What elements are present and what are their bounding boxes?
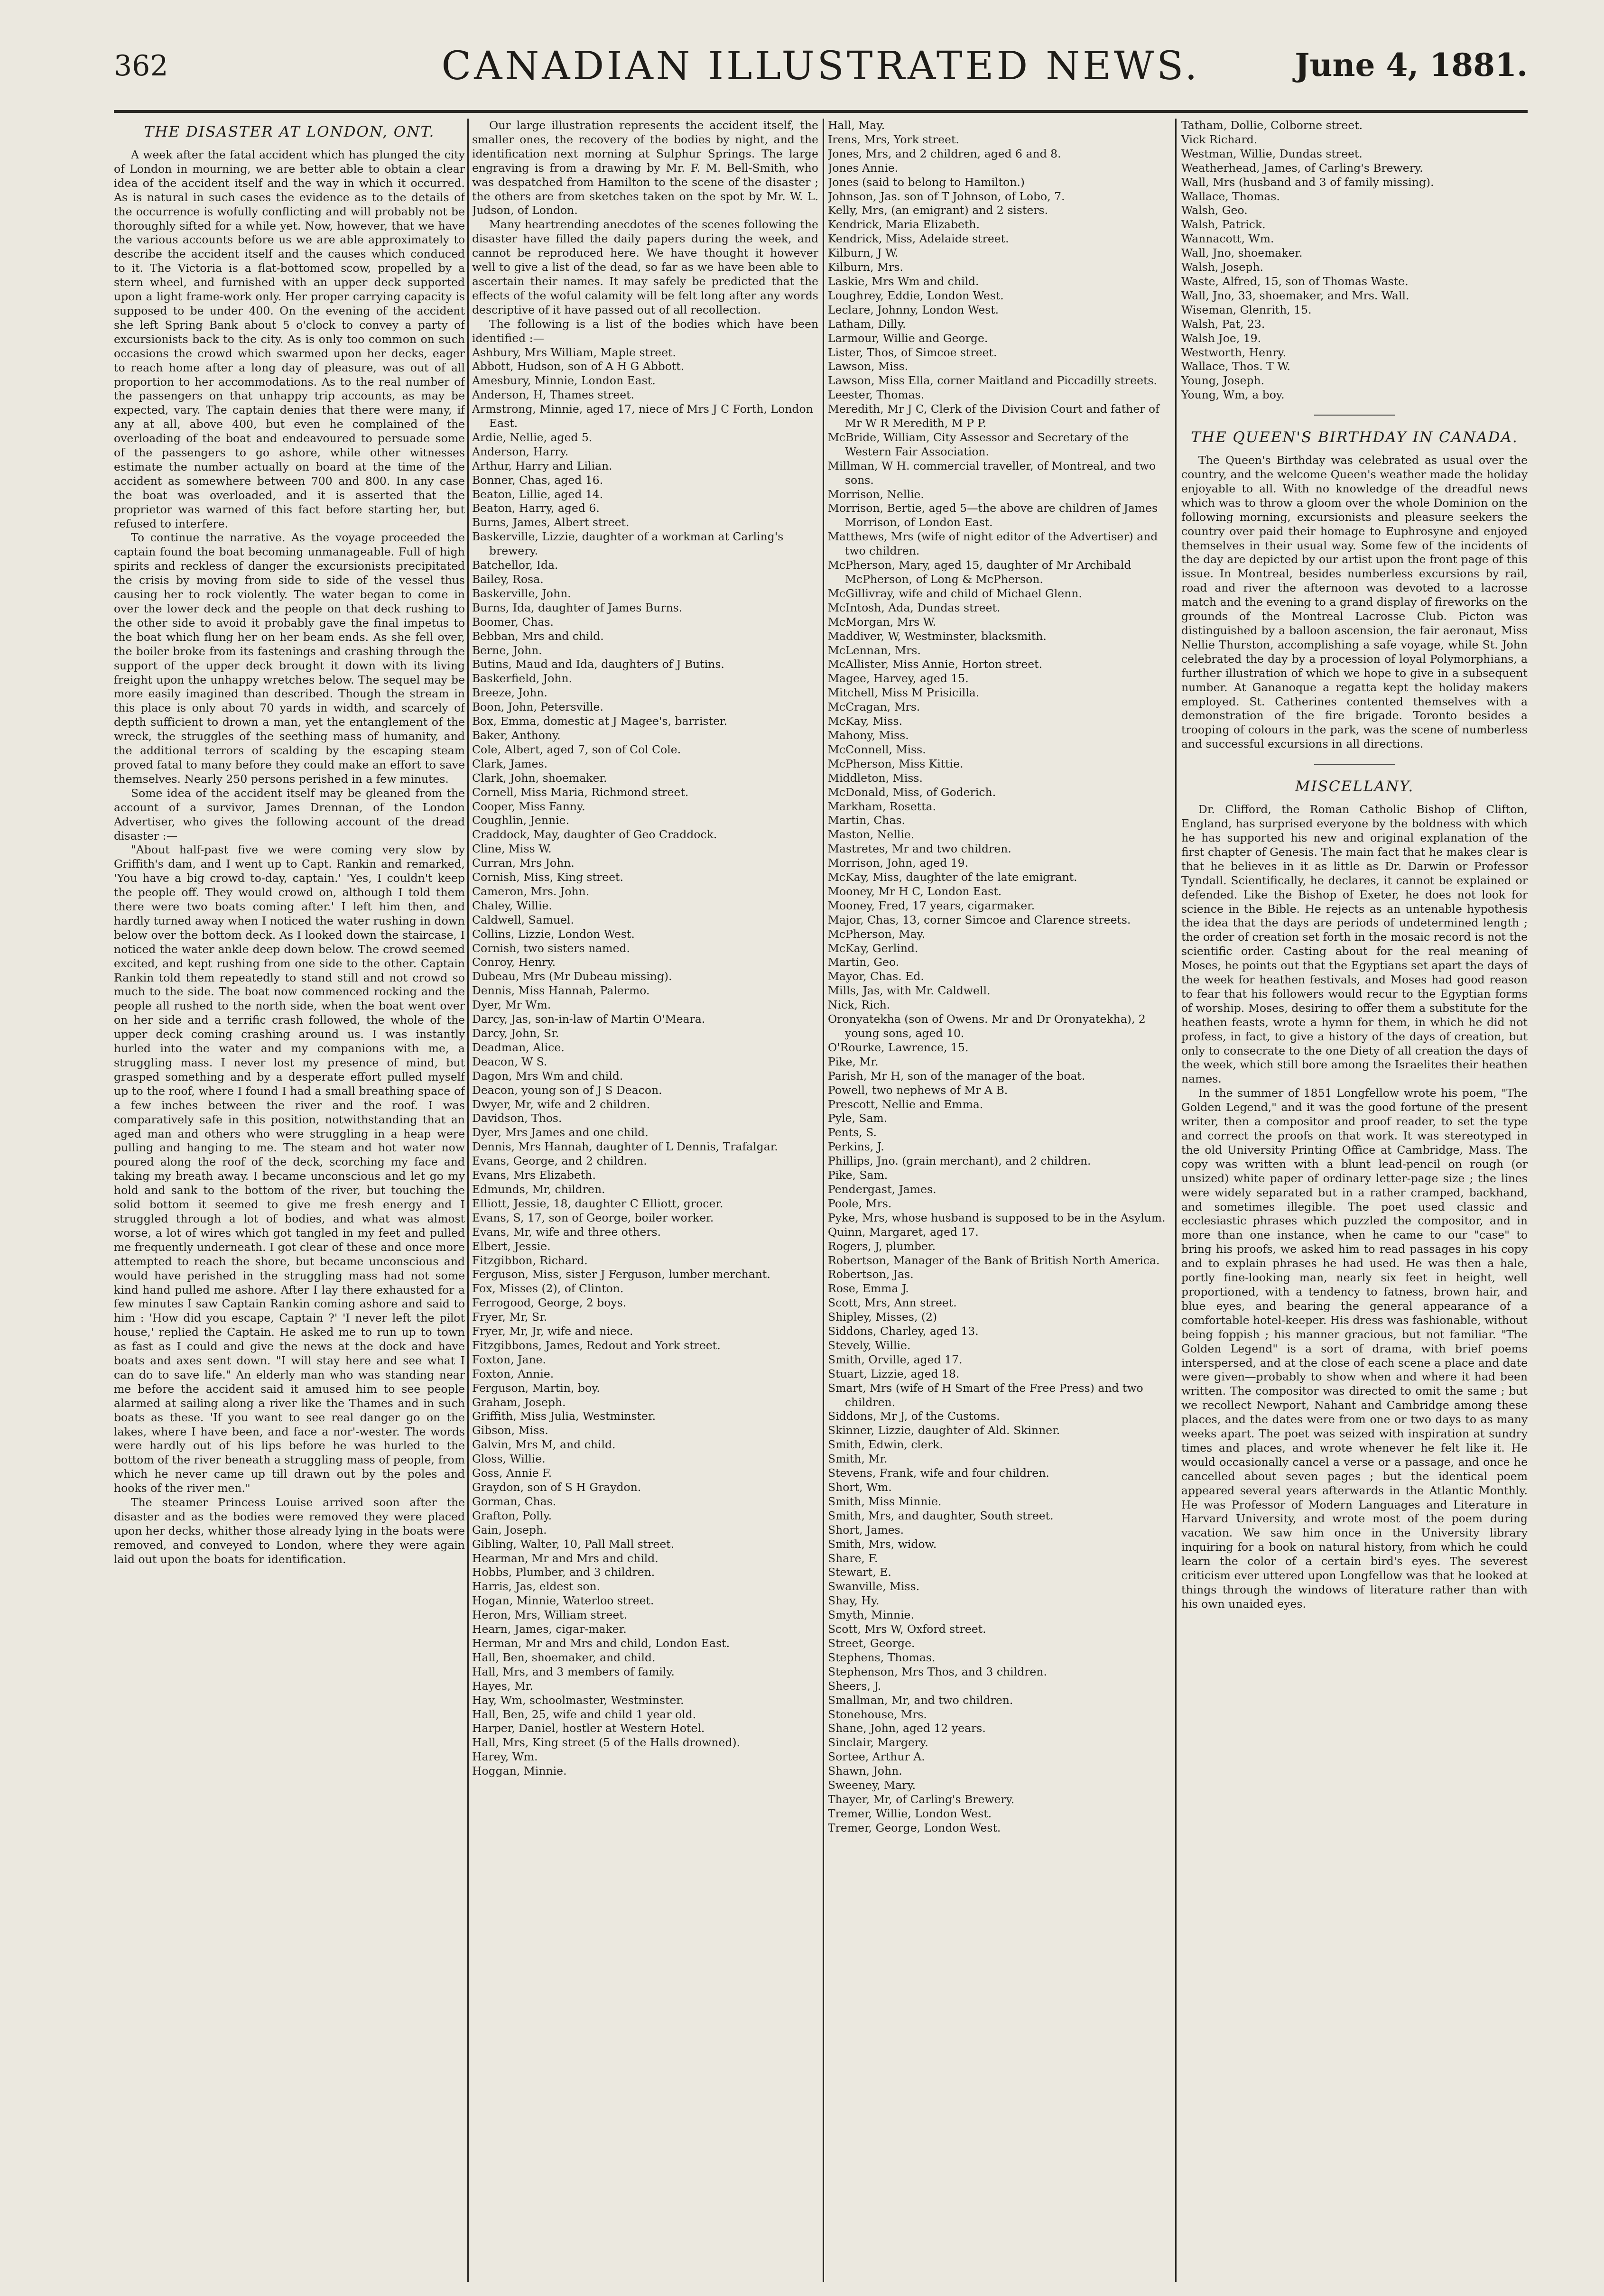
- victim-entry: Wallace, Thomas.: [1181, 189, 1280, 203]
- victim-entry: Share, F.: [828, 1551, 878, 1565]
- victim-entry: Harris, Jas, eldest son.: [472, 1580, 601, 1593]
- victim-entry: Walsh Joe, 19.: [1181, 331, 1261, 345]
- victim-entry: Fryer, Mr, Jr, wife and niece.: [472, 1324, 633, 1338]
- victim-entry: Matthews, Mrs (wife of night editor of the Advertiser) and two children.: [828, 530, 1158, 558]
- victim-entry: Stevely, Willie.: [828, 1338, 911, 1352]
- victim-entry: Baker, Anthony.: [472, 728, 561, 742]
- article-paragraph: Some idea of the accident itself may be gleaned from the account of a survivor, James Drennan, of the London Advertiser, who gives the following account of the dread disaster :—: [114, 786, 465, 842]
- victim-entry: Wall, Mrs (husband and 3 of family missing).: [1181, 175, 1434, 189]
- victim-entry: Caldwell, Samuel.: [472, 913, 574, 926]
- victim-entry: Pike, Sam.: [828, 1168, 888, 1182]
- victim-entry: Shane, John, aged 12 years.: [828, 1722, 986, 1735]
- victim-entry: Stuart, Lizzie, aged 18.: [828, 1367, 960, 1380]
- victim-entry: McKay, Gerlind.: [828, 941, 918, 955]
- victim-entry: Hogan, Minnie, Waterloo street.: [472, 1594, 654, 1608]
- victim-entry: McConnell, Miss.: [828, 742, 926, 756]
- victim-entry: Sweeney, Mary.: [828, 1778, 916, 1792]
- victim-entry: Magee, Harvey, aged 15.: [828, 672, 969, 685]
- victim-entry: Morrison, Nellie.: [828, 487, 924, 501]
- victim-entry: Robertson, Manager of the Bank of British North America.: [828, 1253, 1160, 1267]
- victim-entry: Westman, Willie, Dundas street.: [1181, 147, 1363, 160]
- victim-entry: McGillivray, wife and child of Michael Glenn.: [828, 586, 1082, 600]
- victim-entry: Smith, Mrs, widow.: [828, 1537, 937, 1551]
- victim-entry: Oronyatekha (son of Owens. Mr and Dr Oronyatekha), 2 young sons, aged 10.: [828, 1012, 1146, 1040]
- victim-entry: Walsh, Pat, 23.: [1181, 317, 1265, 331]
- victim-entry: Breeze, John.: [472, 686, 547, 700]
- article-paragraph: The Queen's Birthday was celebrated as usual over the country, and the welcome Queen's weather made the holiday enjoyable to all. With no knowledge of the dreadful news which was to throw a gloom over the whole Dominion on the following morning, excursionists and pleasure seekers the country over paid their homage to Euphrosyne and enjoyed themselves in their usual way. Some few of the incidents of the day are depicted by our artist upon the front page of this issue. In Montreal, besides numberless excursions by rail, road and river the afternoon was devoted to a lacrosse match and the evening to a grand display of fireworks on the grounds of the Montreal Lacrosse Club. Picton was distinguished by a balloon ascension, the fair aeronaut, Miss Nellie Thurston, accomplishing a safe voyage, while St. John celebrated the day by a procession of loyal Polymorphians, a further illustration of which we hope to give in a subsequent number. At Gananoque a regatta kept the holiday makers employed. St. Catherines contented themselves with a demonstration of the fire brigade. Toronto besides a trooping of colours in the park, was the scene of numberless and successful excursions in all directions.: [1181, 454, 1528, 751]
- victim-entry: Amesbury, Minnie, London East.: [472, 374, 656, 388]
- victim-entry: Siddons, Charley, aged 13.: [828, 1324, 979, 1338]
- victim-entry: Fox, Misses (2), of Clinton.: [472, 1282, 624, 1296]
- victim-entry: Cornell, Miss Maria, Richmond street.: [472, 785, 689, 799]
- victims-list: [472, 346, 818, 1779]
- victim-entry: Major, Chas, 13, corner Simcoe and Clarence streets.: [828, 913, 1131, 926]
- victim-entry: Gibson, Miss.: [472, 1424, 548, 1437]
- victim-entry: Curran, Mrs John.: [472, 856, 575, 870]
- victim-entry: Middleton, Miss.: [828, 771, 923, 785]
- victim-entry: Parish, Mr H, son of the manager of the boat.: [828, 1069, 1085, 1083]
- victim-entry: McIntosh, Ada, Dundas street.: [828, 601, 1001, 614]
- victim-entry: Mooney, Mr H C, London East.: [828, 884, 1002, 898]
- victim-entry: Beaton, Harry, aged 6.: [472, 501, 600, 515]
- victim-entry: Graham, Joseph.: [472, 1395, 566, 1409]
- victim-entry: Davidson, Thos.: [472, 1111, 562, 1125]
- victim-entry: Wiseman, Glenrith, 15.: [1181, 303, 1312, 316]
- victim-entry: Cameron, Mrs. John.: [472, 884, 590, 898]
- victim-entry: Quinn, Margaret, aged 17.: [828, 1225, 979, 1239]
- victim-entry: Craddock, May, daughter of Geo Craddock.: [472, 828, 717, 842]
- victim-entry: Street, George.: [828, 1636, 915, 1650]
- victim-entry: Heron, Mrs, William street.: [472, 1608, 628, 1622]
- victim-entry: Tremer, Willie, London West.: [828, 1806, 992, 1820]
- column-divider: [1175, 119, 1177, 2282]
- victim-entry: Edmunds, Mr, children.: [472, 1182, 605, 1196]
- victim-entry: Anderson, H, Thames street.: [472, 388, 635, 402]
- victim-entry: Smith, Mr.: [828, 1452, 888, 1466]
- victim-entry: Gibling, Walter, 10, Pall Mall street.: [472, 1537, 675, 1551]
- victim-entry: Kendrick, Maria Elizabeth.: [828, 218, 980, 231]
- victim-entry: Morrison, Bertie, aged 5—the above are children of James Morrison, of London East.: [828, 501, 1158, 529]
- victim-entry: Clark, John, shoemaker.: [472, 771, 607, 785]
- victim-entry: Gorman, Chas.: [472, 1494, 556, 1508]
- victim-entry: Cornish, two sisters named.: [472, 941, 630, 955]
- column-4: [1181, 119, 1528, 2282]
- victim-entry: Powell, two nephews of Mr A B.: [828, 1083, 1008, 1097]
- victim-entry: Butins, Maud and Ida, daughters of J Butins.: [472, 657, 724, 671]
- victim-entry: Cole, Albert, aged 7, son of Col Cole.: [472, 742, 681, 756]
- victim-entry: Fitzgibbons, James, Redout and York street.: [472, 1338, 721, 1352]
- victim-entry: Loughrey, Eddie, London West.: [828, 288, 1004, 302]
- victim-entry: Sheers, J.: [828, 1679, 881, 1693]
- victim-entry: Smith, Mrs, and daughter, South street.: [828, 1509, 1054, 1522]
- victim-entry: Hall, Mrs, King street (5 of the Halls drowned).: [472, 1736, 741, 1750]
- article-paragraph: Our large illustration represents the accident itself, the smaller ones, the recovery of the bodies by night, and the identification next morning at Sulphur Springs. The large engraving is from a drawing by Mr. F. M. Bell-Smith, who was despatched from Hamilton to the scene of the disaster ; the others are from sketches taken on the spot by Mr. W. L. Judson, of London.: [472, 119, 818, 217]
- victim-entry: Smart, Mrs (wife of H Smart of the Free Press) and two children.: [828, 1381, 1143, 1409]
- victim-entry: Lawson, Miss Ella, corner Maitland and Piccadilly streets.: [828, 374, 1157, 388]
- victim-entry: McCragan, Mrs.: [828, 700, 920, 714]
- victim-entry: Young, Wm, a boy.: [1181, 388, 1285, 402]
- article-paragraph: The steamer Princess Louise arrived soon after the disaster and as the bodies were removed they were placed upon her decks, whither those already lying in the boats were removed, and conveyed to London, where they were again laid out upon the boats for identification.: [114, 1496, 465, 1566]
- victim-entry: Arthur, Harry and Lilian.: [472, 459, 612, 472]
- victim-entry: Evans, S, 17, son of George, boiler worker.: [472, 1211, 714, 1224]
- article-paragraph: Dr. Clifford, the Roman Catholic Bishop of Clifton, England, has surprised everyone by the boldness with which he has supported his new and original explanation of the first chapter of Genesis. The main fact that he makes clear is that he believes in it as little as Dr. Darwin or Professor Tyndall. Scientifically, he declares, it cannot be explained or defended. Like the Bishop of Exeter, he does not look for science in the Bible. He rejects as an untenable hypothesis the idea that the days are periods of undetermined length ; the order of creation set forth in the mosaic record is not the scientific order. Casting about for the real meaning of Moses, he points out that the Egyptians set apart the days of the week for heathen festivals, and Moses had good reason to fear that his followers would recur to the Egyptian forms of worship. Moses, desiring to offer them a substitute for the heathen feasts, wrote a hymn for them, in which he did not profess, in fact, to give a history of the days of creation, but only to consecrate to the one Diety of all creation the days of the week, which still bore among the Israelites their heathen names.: [1181, 803, 1528, 1086]
- victim-entry: Weatherhead, James, of Carling's Brewery.: [1181, 161, 1423, 175]
- victim-entry: Foxton, Jane.: [472, 1352, 547, 1366]
- victim-entry: Skinner, Lizzie, daughter of Ald. Skinner.: [828, 1424, 1060, 1437]
- victim-entry: Robertson, Jas.: [828, 1268, 914, 1281]
- victim-entry: Deacon, young son of J S Deacon.: [472, 1083, 662, 1097]
- victim-entry: Stewart, E.: [828, 1565, 891, 1579]
- victim-entry: Stephenson, Mrs Thos, and 3 children.: [828, 1665, 1047, 1678]
- victims-list: [828, 119, 1169, 1835]
- victim-entry: Baskerville, Lizzie, daughter of a workman at Carling's brewery.: [472, 530, 784, 558]
- victim-entry: Mitchell, Miss M Prisicilla.: [828, 686, 980, 700]
- victim-entry: McBride, William, City Assessor and Secretary of the Western Fair Association.: [828, 430, 1129, 458]
- victim-entry: Gloss, Willie.: [472, 1452, 546, 1466]
- victim-entry: Martin, Chas.: [828, 814, 905, 827]
- victim-entry: Baskerville, John.: [472, 586, 571, 600]
- article-paragraph: The following is a list of the bodies which have been identified :—: [472, 317, 818, 345]
- victim-entry: Rogers, J, plumber.: [828, 1239, 936, 1253]
- victim-entry: Fryer, Mr, Sr.: [472, 1310, 547, 1324]
- victim-entry: Hall, Ben, shoemaker, and child.: [472, 1650, 656, 1664]
- victim-entry: Mahony, Miss.: [828, 728, 909, 742]
- section-divider: [1314, 764, 1395, 765]
- victim-entry: Shay, Hy.: [828, 1594, 880, 1608]
- victim-entry: Leester, Thomas.: [828, 388, 925, 402]
- victim-entry: Wannacott, Wm.: [1181, 232, 1274, 246]
- victim-entry: Mills, Jas, with Mr. Caldwell.: [828, 984, 991, 998]
- victim-entry: Dennis, Mrs Hannah, daughter of L Dennis, Trafalgar.: [472, 1140, 778, 1154]
- victim-entry: Vick Richard.: [1181, 132, 1258, 146]
- victim-entry: Walsh, Patrick.: [1181, 218, 1266, 231]
- victim-entry: Jones, Mrs, and 2 children, aged 6 and 8.: [828, 147, 1061, 160]
- column-divider: [467, 119, 469, 2282]
- article-paragraph: Many heartrending anecdotes of the scenes following the disaster have filled the daily papers during the week, and cannot be reproduced here. We have thought it however well to give a list of the dead, so far as we have been able to ascertain their names. It may safely be predicted that the effects of the woful calamity will be felt long after any words descriptive of it have passed out of all recollection.: [472, 218, 818, 316]
- victim-entry: Johnson, Jas. son of T Johnson, of Lobo, 7.: [828, 189, 1065, 203]
- victim-entry: Box, Emma, domestic at J Magee's, barrister.: [472, 714, 728, 728]
- victim-entry: Leclare, Johnny, London West.: [828, 303, 999, 316]
- victim-entry: Goss, Annie F.: [472, 1466, 552, 1480]
- victim-entry: Deadman, Alice.: [472, 1040, 565, 1054]
- victim-entry: Scott, Mrs, Ann street.: [828, 1296, 957, 1310]
- victim-entry: Hall, May.: [828, 119, 885, 132]
- victim-entry: Hall, Ben, 25, wife and child 1 year old.: [472, 1707, 696, 1721]
- victim-entry: Gain, Joseph.: [472, 1523, 547, 1537]
- victim-entry: Lister, Thos, of Simcoe street.: [828, 345, 997, 359]
- article-paragraph: To continue the narrative. As the voyage proceeded the captain found the boat becoming unmanageable. Full of high spirits and reckless of danger the excursionists precipitated the crisis by moving from side to side of the vessel thus causing her to rock violently. The water began to come in over the lower deck and the people on that deck rushing to the other side to avoid it probably gave the final impetus to the boat which flung her on her beam ends. As she fell over, the boiler broke from its fastenings and crashing through the support of the upper deck brought it down with its living freight upon the unhappy wretches below. The sequel may be more easily imagined than described. Though the stream in this place is only about 70 yards in width, and scarcely of depth sufficient to drown a man, yet the entanglement of the wreck, the struggles of the seething mass of humanity, and the additional terrors of scalding by the escaping steam proved fatal to many before they could make an effort to save themselves. Nearly 250 persons perished in a few minutes.: [114, 531, 465, 786]
- victim-entry: Coughlin, Jennie.: [472, 814, 570, 827]
- article-paragraph: A week after the fatal accident which has plunged the city of London in mourning, we are better able to obtain a clear idea of the accident itself and the way in which it occurred. As is natural in such cases the evidence as to the details of the occurrence is wofully conflicting and will probably not be thoroughly sifted for a while yet. Now, however, that we have the various accounts before us we are able approximately to describe the accident itself and the causes which conduced to it. The Victoria is a flat-bottomed scow, propelled by a stern wheel, and furnished with an upper deck supported upon a light frame-work only. Her proper carrying capacity is supposed to be under 400. On the evening of the accident she left Spring Bank about 5 o'clock to convey a party of excursionists back to the city. As is only too common on such occasions the crowd which swarmed upon her decks, eager to reach home after a long day of pleasure, was out of all proportion to her accommodations. As to the real number of the passengers on that unhappy trip accounts, as may be expected, vary. The captain denies that there were many, if any at all, above 400, but even he complained of the overloading of the boat and endeavoured to persuade some of the passengers to go ashore, while other witnesses estimate the number actually on board at the time of the accident as somewhere between 700 and 800. In any case the boat was overloaded, and it is asserted that the proprietor was warned of this fact before starting her, but refused to interfere.: [114, 148, 465, 530]
- victim-entry: Hay, Wm, schoolmaster, Westminster.: [472, 1693, 684, 1707]
- article-title-birthday: THE QUEEN'S BIRTHDAY IN CANADA.: [1191, 429, 1518, 446]
- victim-entry: Young, Joseph.: [1181, 374, 1265, 388]
- victim-entry: McAllister, Miss Annie, Horton street.: [828, 657, 1043, 671]
- victim-entry: Pents, S.: [828, 1126, 877, 1139]
- victim-entry: Thayer, Mr, of Carling's Brewery.: [828, 1792, 1015, 1806]
- victim-entry: Waste, Alfred, 15, son of Thomas Waste.: [1181, 274, 1409, 288]
- victim-entry: Mastretes, Mr and two children.: [828, 842, 1011, 856]
- victim-entry: Smallman, Mr, and two children.: [828, 1693, 1013, 1707]
- victim-entry: Nick, Rich.: [828, 998, 890, 1012]
- victim-entry: Kilburn, Mrs.: [828, 260, 903, 274]
- victim-entry: Pyke, Mrs, whose husband is supposed to be in the Asylum.: [828, 1211, 1166, 1224]
- victim-entry: Cooper, Miss Fanny.: [472, 799, 585, 813]
- victim-entry: Dennis, Miss Hannah, Palermo.: [472, 984, 650, 998]
- victim-entry: Ferrogood, George, 2 boys.: [472, 1296, 627, 1310]
- victim-entry: Siddons, Mr J, of the Customs.: [828, 1409, 1000, 1423]
- victim-entry: Hayes, Mr.: [472, 1679, 533, 1693]
- victims-list: [1181, 119, 1528, 402]
- victim-entry: McPherson, Miss Kittie.: [828, 757, 964, 770]
- victim-entry: Evans, Mrs Elizabeth.: [472, 1168, 596, 1182]
- column-3: [828, 119, 1169, 2282]
- victim-entry: Jones Annie.: [828, 161, 899, 175]
- victim-entry: Tatham, Dollie, Colborne street.: [1181, 119, 1363, 132]
- victim-entry: Stonehouse, Mrs.: [828, 1707, 927, 1721]
- page-number: 362: [114, 49, 168, 83]
- victim-entry: Batchellor, Ida.: [472, 558, 558, 572]
- article-title-disaster: THE DISASTER AT LONDON, ONT.: [144, 123, 435, 140]
- victim-entry: McMorgan, Mrs W.: [828, 615, 936, 629]
- article-paragraph: In the summer of 1851 Longfellow wrote his poem, "The Golden Legend," and it was the good fortune of the present writer, then a compositor and proof reader, to set the type and correct the proofs on that work. It was stereotyped in the old University Printing Office at Cambridge, Mass. The copy was written with a blunt lead-pencil on rough (or unsized) white paper of ordinary letter-page size ; the lines were widely separated but in a rather cramped, backhand, and sometimes illegible. The poet used classic and ecclesiastic phrases which puzzled the compositor, and in more than one instance, when he came to our "case" to bring his proofs, we asked him to read passages in his copy and to explain phrases he had used. He was then a hale, portly fine-looking man, nearly six feet in height, well proportioned, with a tendency to fatness, brown hair, and blue eyes, and bearing the general appearance of a comfortable hotel-keeper. His dress was fashionable, without being foppish ; his manner gracious, but not familiar. "The Golden Legend" is a sort of drama, with brief poems interspersed, and at the close of each scene a place and date were given—probably to show when and where it had been written. The compositor was directed to omit the same ; but we recollect Newport, Nahant and Cambridge among these places, and the dates were from one or two days to as many weeks apart. The poet was seized with inspiration at sundry times and places, and wrote whenever he felt like it. He would occasionally cancel a verse or a passage, and once he cancelled about seven pages ; but the identical poem appeared several years afterwards in the Atlantic Monthly. He was Professor of Modern Languages and Literature in Harvard University, and wrote most of the poem during vacation. We saw him once in the University library inquiring for a book on natural history, from which he could learn the color of a certain bird's eyes. The severest criticism ever uttered upon Longfellow was that he looked at things through the windows of literature rather than with his own unaided eyes.: [1181, 1086, 1528, 1611]
- victim-entry: Scott, Mrs W, Oxford street.: [828, 1622, 986, 1636]
- victim-entry: Harper, Daniel, hostler at Western Hotel.: [472, 1722, 705, 1735]
- victim-entry: Short, Wm.: [828, 1481, 892, 1494]
- victim-entry: Wall, Jno, 33, shoemaker, and Mrs. Wall.: [1181, 288, 1409, 302]
- victim-entry: Bailey, Rosa.: [472, 573, 544, 586]
- victim-entry: Stevens, Frank, wife and four children.: [828, 1466, 1049, 1480]
- victim-entry: Kelly, Mrs, (an emigrant) and 2 sisters.: [828, 204, 1048, 217]
- victim-entry: Smith, Miss Minnie.: [828, 1494, 942, 1508]
- victim-entry: Maddiver, W, Westminster, blacksmith.: [828, 629, 1047, 643]
- header-rule: [114, 110, 1528, 113]
- victim-entry: Ardie, Nellie, aged 5.: [472, 430, 593, 444]
- victim-entry: Chaley, Willie.: [472, 898, 552, 912]
- victim-entry: Morrison, John, aged 19.: [828, 856, 969, 870]
- victim-entry: Dagon, Mrs Wm and child.: [472, 1069, 623, 1083]
- victim-entry: Wallace, Thos. T W.: [1181, 360, 1290, 373]
- victim-entry: Graydon, son of S H Graydon.: [472, 1481, 641, 1494]
- victim-entry: Sinclair, Margery.: [828, 1736, 928, 1750]
- victim-entry: Fitzgibbon, Richard.: [472, 1253, 588, 1267]
- victim-entry: Kilburn, J W.: [828, 246, 899, 260]
- article-title-miscellany: MISCELLANY.: [1295, 778, 1414, 796]
- column-1: [114, 119, 465, 2282]
- victim-entry: Pyle, Sam.: [828, 1111, 888, 1125]
- victim-entry: Smith, Orville, aged 17.: [828, 1352, 963, 1366]
- victim-entry: Short, James.: [828, 1523, 904, 1537]
- victim-entry: Jones (said to belong to Hamilton.): [828, 175, 1025, 189]
- victim-entry: Baskerfield, John.: [472, 672, 573, 685]
- victim-entry: Clark, James.: [472, 757, 548, 770]
- victim-entry: Hobbs, Plumber, and 3 children.: [472, 1565, 655, 1579]
- victim-entry: Herman, Mr and Mrs and child, London East.: [472, 1636, 730, 1650]
- victim-entry: Collins, Lizzie, London West.: [472, 927, 635, 941]
- victim-entry: Griffith, Miss Julia, Westminster.: [472, 1409, 656, 1423]
- victim-entry: Hall, Mrs, and 3 members of family.: [472, 1665, 675, 1678]
- section-divider: [1314, 415, 1395, 416]
- victim-entry: McKay, Miss, daughter of the late emigrant.: [828, 870, 1077, 884]
- victim-entry: Tremer, George, London West.: [828, 1821, 1001, 1834]
- victim-entry: Bebban, Mrs and child.: [472, 629, 604, 643]
- victim-entry: Grafton, Polly.: [472, 1509, 552, 1522]
- victim-entry: Smyth, Minnie.: [828, 1608, 914, 1622]
- victim-entry: Bonner, Chas, aged 16.: [472, 473, 603, 487]
- victim-entry: Foxton, Annie.: [472, 1367, 554, 1380]
- victim-entry: Mayor, Chas. Ed.: [828, 970, 924, 983]
- victim-entry: Walsh, Geo.: [1181, 204, 1248, 217]
- victim-entry: Darcy, John, Sr.: [472, 1027, 559, 1040]
- victim-entry: Perkins, J.: [828, 1140, 884, 1154]
- victim-entry: Armstrong, Minnie, aged 17, niece of Mrs J C Forth, London East.: [472, 402, 813, 430]
- victim-entry: Hearn, James, cigar-maker.: [472, 1622, 627, 1636]
- victim-entry: McPherson, May.: [828, 927, 926, 941]
- victim-entry: Evans, George, and 2 children.: [472, 1154, 647, 1168]
- victim-entry: Dyer, Mrs James and one child.: [472, 1126, 649, 1139]
- victim-entry: Prescott, Nellie and Emma.: [828, 1097, 983, 1111]
- victim-entry: Cline, Miss W.: [472, 842, 552, 856]
- victim-entry: Dyer, Mr Wm.: [472, 998, 551, 1012]
- victim-entry: Walsh, Joseph.: [1181, 260, 1263, 274]
- victim-entry: Markham, Rosetta.: [828, 799, 936, 813]
- victim-entry: Pendergast, James.: [828, 1182, 936, 1196]
- victim-entry: Burns, James, Albert street.: [472, 516, 630, 529]
- column-divider: [823, 119, 824, 2282]
- victim-entry: Beaton, Lillie, aged 14.: [472, 487, 603, 501]
- victim-entry: Larmour, Willie and George.: [828, 331, 988, 345]
- victim-entry: Kendrick, Miss, Adelaide street.: [828, 232, 1009, 246]
- victim-entry: McDonald, Miss, of Goderich.: [828, 785, 996, 799]
- victim-entry: Ferguson, Martin, boy.: [472, 1381, 600, 1395]
- victim-entry: Dubeau, Mrs (Mr Dubeau missing).: [472, 970, 672, 983]
- victim-entry: Lawson, Miss.: [828, 360, 909, 373]
- victim-entry: Stephens, Thomas.: [828, 1650, 936, 1664]
- victim-entry: McLennan, Mrs.: [828, 643, 921, 657]
- victim-entry: O'Rourke, Lawrence, 15.: [828, 1040, 969, 1054]
- victim-entry: Burns, Ida, daughter of James Burns.: [472, 601, 683, 614]
- victim-entry: Shawn, John.: [828, 1764, 902, 1778]
- victim-entry: McPherson, Mary, aged 15, daughter of Mr Archibald McPherson, of Long & McPherson.: [828, 558, 1131, 586]
- victim-entry: Elbert, Jessie.: [472, 1239, 551, 1253]
- victim-entry: Elliott, Jessie, 18, daughter C Elliott, grocer.: [472, 1196, 723, 1210]
- victim-entry: Ashbury, Mrs William, Maple street.: [472, 345, 677, 359]
- victim-entry: Smith, Edwin, clerk.: [828, 1438, 943, 1452]
- victim-entry: Anderson, Harry.: [472, 444, 569, 458]
- issue-date: June 4, 1881.: [1295, 46, 1528, 83]
- victim-entry: McKay, Miss.: [828, 714, 903, 728]
- victim-entry: Boon, John, Petersville.: [472, 700, 603, 714]
- victim-entry: Hearman, Mr and Mrs and child.: [472, 1551, 658, 1565]
- victim-entry: Westworth, Henry.: [1181, 345, 1287, 359]
- victim-entry: Sortee, Arthur A.: [828, 1750, 925, 1764]
- victim-entry: Mooney, Fred, 17 years, cigarmaker.: [828, 898, 1035, 912]
- victim-entry: Wall, Jno, shoemaker.: [1181, 246, 1303, 260]
- victim-entry: Latham, Dilly.: [828, 317, 906, 331]
- victim-entry: Millman, W H. commercial traveller, of Montreal, and two sons.: [828, 459, 1156, 487]
- victim-entry: Harey, Wm.: [472, 1750, 538, 1764]
- page-header: [114, 44, 1528, 101]
- victim-entry: Poole, Mrs.: [828, 1196, 892, 1210]
- victim-entry: Martin, Geo.: [828, 955, 899, 969]
- victim-entry: Pike, Mr.: [828, 1055, 879, 1068]
- victim-entry: Conroy, Henry.: [472, 955, 556, 969]
- victim-entry: Evans, Mr, wife and three others.: [472, 1225, 661, 1239]
- victim-entry: Shipley, Misses, (2): [828, 1310, 937, 1324]
- victim-entry: Swanville, Miss.: [828, 1580, 920, 1593]
- victim-entry: Ferguson, Miss, sister J Ferguson, lumber merchant.: [472, 1268, 770, 1281]
- victim-entry: Cornish, Miss, King street.: [472, 870, 623, 884]
- victim-entry: Boomer, Chas.: [472, 615, 554, 629]
- victim-entry: Phillips, Jno. (grain merchant), and 2 children.: [828, 1154, 1091, 1168]
- victim-entry: Maston, Nellie.: [828, 828, 915, 842]
- victim-entry: Dwyer, Mr, wife and 2 children.: [472, 1097, 650, 1111]
- victim-entry: Hoggan, Minnie.: [472, 1764, 567, 1778]
- victim-entry: Darcy, Jas, son-in-law of Martin O'Meara.: [472, 1012, 705, 1026]
- masthead: CANADIAN ILLUSTRATED NEWS.: [441, 44, 1200, 89]
- victim-entry: Galvin, Mrs M, and child.: [472, 1438, 616, 1452]
- victim-entry: Rose, Emma J.: [828, 1282, 909, 1296]
- victim-entry: Deacon, W S.: [472, 1055, 547, 1068]
- victim-entry: Abbott, Hudson, son of A H G Abbott.: [472, 360, 685, 373]
- victim-entry: Berne, John.: [472, 643, 542, 657]
- victim-entry: Laskie, Mrs Wm and child.: [828, 274, 979, 288]
- victim-entry: Irens, Mrs, York street.: [828, 132, 959, 146]
- column-2: [472, 119, 818, 2282]
- article-paragraph: "About half-past five we were coming very slow by Griffith's dam, and I went up to Capt. Rankin and remarked, 'You have a big crowd to-day, captain.' 'Yes, I couldn't keep the people off. They would crowd on, although I told them there were two boats coming after.' I left him then, and hardly turned away when I noticed the water rushing in down below over the bottom deck. As I looked down the staircase, I noticed the water ankle deep down below. The crowd seemed excited, and kept rushing from one side to the other. Captain Rankin told them repeatedly to stand still and not crowd so much to the side. The boat now commenced rocking and the people all rushed to the north side, when the boat went over on her side and a terrific crash followed, the whole of the upper deck coming crashing around us. I was instantly hurled into the water and my companions with me, a struggling mass. I never lost my presence of mind, but grasped something and by a desperate effort pulled myself up to the roof, where I found I had a small breathing space of a few inches between the river and the roof. I was comparatively safe in this position, notwithstanding that an aged man and others who were struggling in a heap were pulling and hanging to me. The steam and hot water now poured along the roof of the deck, scorching my face and taking my breath away. I became unconscious and let go my hold and sank to the bottom of the river, but touching the solid bottom it seemed to give me fresh energy and I struggled through a lot of bodies, and what was almost worse, a lot of wires which got tangled in my feet and pulled me frequently underneath. I got clear of these and once more attempted to reach the shore, but became unconscious and would have perished in the struggling mass had not some kind hand pulled me ashore. After I lay there exhausted for a few minutes I saw Captain Rankin coming ashore and said to him : 'How did you escape, Captain ?' 'I never left the pilot house,' replied the Captain. He asked me to run up to town as fast as I could and give the news at the dock and have boats and axes sent down. "I will stay here and see what I can do to save life." An elderly man who was standing near me before the accident said it amused him to see people alarmed at sailing along a river like the Thames and in such boats as these. 'If you want to see real danger go on the lakes, where I have been, and face a nor'-wester. The words were hardly out of his lips before he was hurled to the bottom of the river beneath a struggling mass of people, from which he never came up till drawn out by the poles and hooks of the river men.": [114, 843, 465, 1495]
- victim-entry: Meredith, Mr J C, Clerk of the Division Court and father of Mr W R Meredith, M P P.: [828, 402, 1159, 430]
